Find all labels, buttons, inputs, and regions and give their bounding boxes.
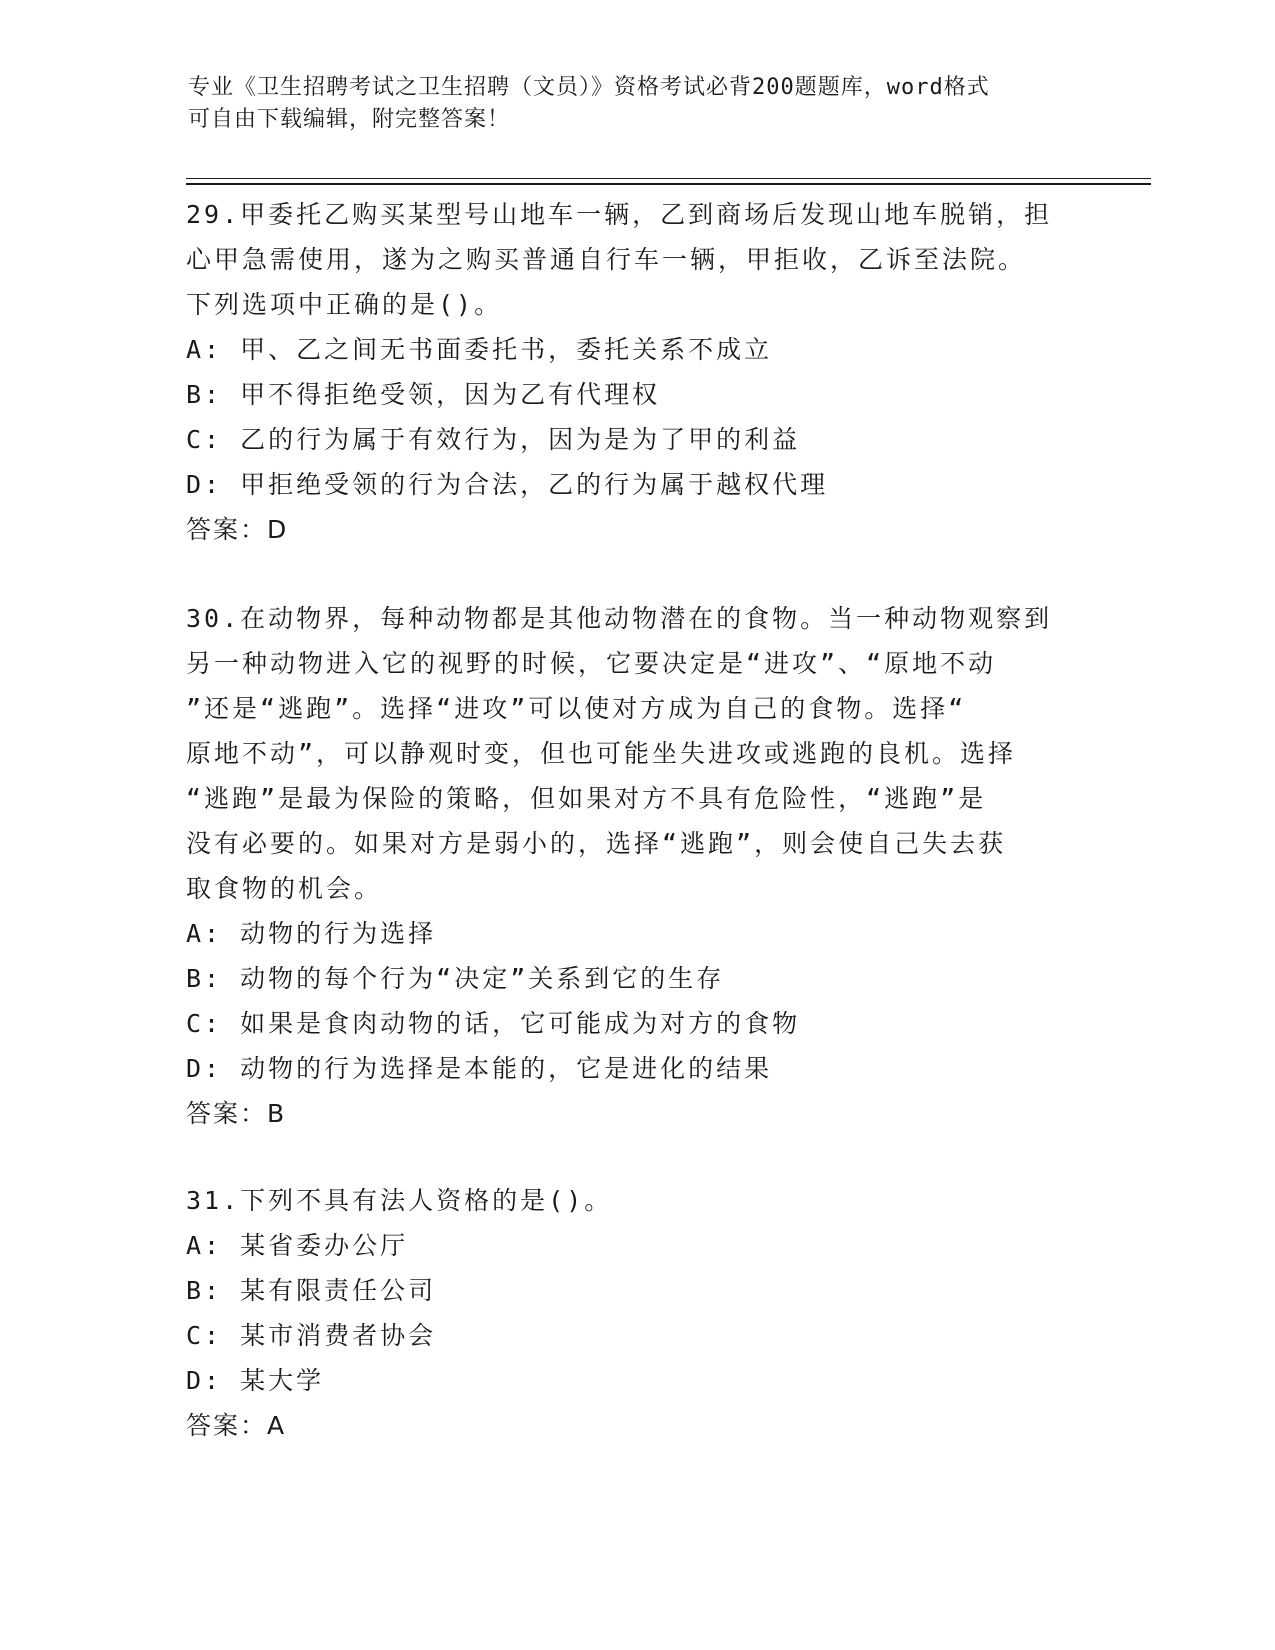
question-stem-line: 31.下列不具有法人资格的是()。: [186, 1186, 613, 1215]
answer-line: [186, 1091, 1086, 1136]
question-stem-line: 没有必要的。如果对方是弱小的，选择“逃跑”，则会使自己失去获: [186, 829, 1007, 858]
option-d: D: 动物的行为选择是本能的，它是进化的结果: [186, 1054, 773, 1083]
question-29: [186, 192, 1086, 552]
question-stem-line: 30.在动物界，每种动物都是其他动物潜在的食物。当一种动物观察到: [186, 604, 1053, 633]
question-stem-line: 心甲急需使用，遂为之购买普通自行车一辆，甲拒收，乙诉至法院。: [186, 245, 1027, 274]
document-header: [188, 72, 1068, 136]
question-stem-line: 另一种动物进入它的视野的时候，它要决定是“进攻”、“原地不动: [186, 649, 997, 678]
option-b: B: 甲不得拒绝受领，因为乙有代理权: [186, 380, 661, 409]
header-divider-thin: [186, 178, 1151, 179]
header-title-line-1: 专业《卫生招聘考试之卫生招聘（文员）》资格考试必背200题题库，word格式: [188, 75, 990, 100]
option-c: C: 乙的行为属于有效行为，因为是为了甲的利益: [186, 425, 801, 454]
answer-value: A: [267, 1411, 286, 1440]
header-title-line-2: 可自由下载编辑，附完整答案！: [188, 107, 511, 132]
option-b: B: 某有限责任公司: [186, 1276, 437, 1305]
option-d: D: 某大学: [186, 1366, 325, 1395]
question-stem-line: ”还是“逃跑”。选择“进攻”可以使对方成为自己的食物。选择“: [186, 694, 967, 723]
question-stem-line: 取食物的机会。: [186, 874, 383, 903]
question-stem-line: 下列选项中正确的是()。: [186, 290, 503, 319]
question-spacer: [186, 552, 1086, 596]
option-b: B: 动物的每个行为“决定”关系到它的生存: [186, 964, 725, 993]
option-c: C: 某市消费者协会: [186, 1321, 437, 1350]
answer-label: 答案：: [186, 1411, 268, 1440]
answer-value: D: [267, 515, 288, 544]
option-a: A: 动物的行为选择: [186, 919, 437, 948]
question-spacer: [186, 1136, 1086, 1178]
answer-value: B: [267, 1099, 286, 1128]
answer-line: [186, 1403, 1086, 1448]
question-31: [186, 1178, 1086, 1448]
option-a: A: 甲、乙之间无书面委托书，委托关系不成立: [186, 335, 773, 364]
answer-line: [186, 507, 1086, 552]
question-list: [186, 192, 1086, 1448]
question-stem-line: 原地不动”，可以静观时变，但也可能坐失进攻或逃跑的良机。选择: [186, 739, 1017, 768]
option-d: D: 甲拒绝受领的行为合法，乙的行为属于越权代理: [186, 470, 829, 499]
option-a: A: 某省委办公厅: [186, 1231, 409, 1260]
answer-label: 答案：: [186, 515, 268, 544]
option-c: C: 如果是食肉动物的话，它可能成为对方的食物: [186, 1009, 801, 1038]
question-stem-line: “逃跑”是最为保险的策略，但如果对方不具有危险性，“逃跑”是: [186, 784, 987, 813]
question-stem-line: 29.甲委托乙购买某型号山地车一辆，乙到商场后发现山地车脱销，担: [186, 200, 1053, 229]
question-30: [186, 596, 1086, 1136]
header-divider-thick: [186, 183, 1151, 185]
answer-label: 答案：: [186, 1099, 268, 1128]
